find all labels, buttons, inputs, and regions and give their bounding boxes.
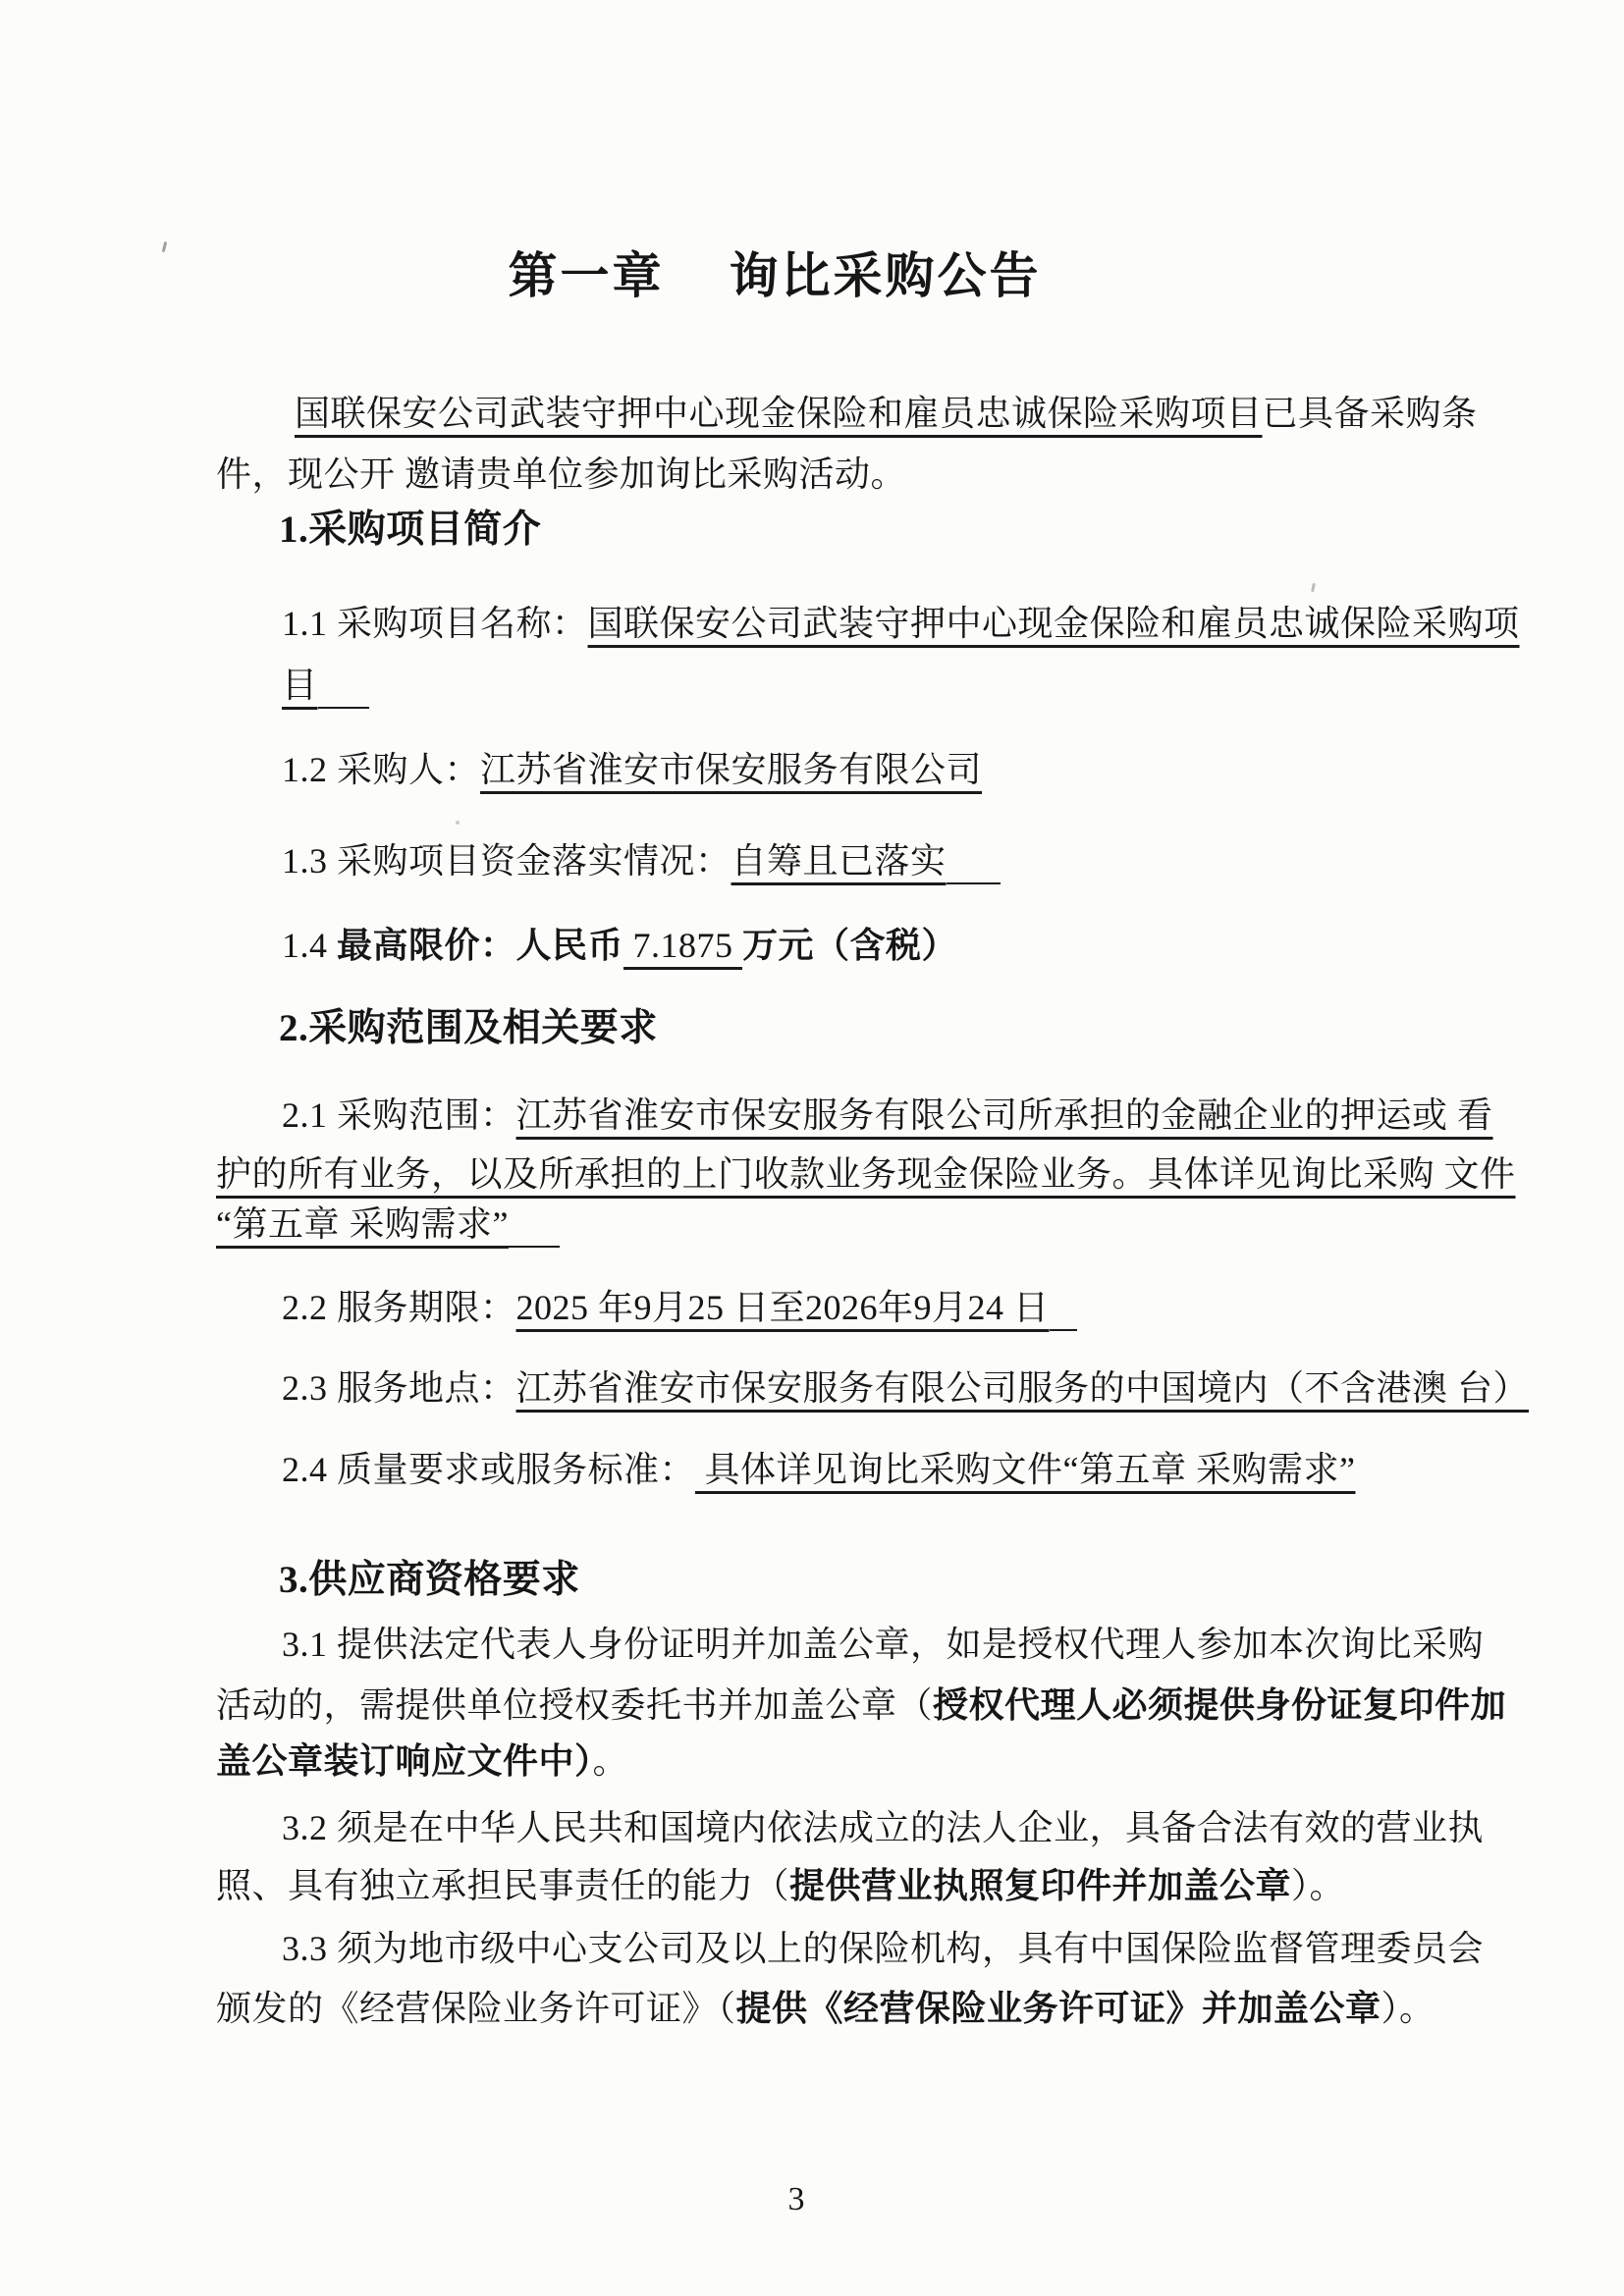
item-3-2-text: 照、具有独立承担民事责任的能力（ bbox=[216, 1866, 790, 1905]
item-1-4-value: 7.1875 bbox=[623, 926, 743, 965]
intro-line-1-rest: 已具备采购条 bbox=[1262, 394, 1478, 433]
item-1-1-label: 1.1 采购项目名称： bbox=[282, 604, 588, 643]
item-3-2-line-2 bbox=[216, 1860, 1345, 1911]
doc-title bbox=[0, 237, 1587, 307]
underline-extension bbox=[1050, 1329, 1077, 1331]
item-1-4 bbox=[282, 920, 957, 971]
item-1-1-value-wrap: 目 bbox=[282, 666, 318, 705]
item-1-1-line-2 bbox=[282, 660, 369, 711]
item-2-1-line-1 bbox=[282, 1090, 1493, 1141]
section-3-heading: 3.供应商资格要求 bbox=[279, 1559, 580, 1601]
item-2-4-value: 具体详见询比采购文件“第五章 采购需求” bbox=[695, 1450, 1356, 1489]
section-2-heading: 2.采购范围及相关要求 bbox=[279, 1007, 658, 1049]
item-2-4 bbox=[282, 1444, 1355, 1495]
underline-extension bbox=[318, 707, 369, 709]
item-1-1-value: 国联保安公司武装守押中心现金保险和雇员忠诚保险采购项 bbox=[587, 604, 1520, 643]
item-2-1-label: 2.1 采购范围： bbox=[282, 1095, 516, 1135]
item-3-2-line-1: 3.2 须是在中华人民共和国境内依法成立的法人企业，具备合法有效的营业执 bbox=[282, 1808, 1485, 1847]
item-3-3-line-2 bbox=[216, 1983, 1435, 2034]
intro-line-2: 件，现公开 邀请贵单位参加询比采购活动。 bbox=[216, 454, 907, 494]
item-1-3-label: 1.3 采购项目资金落实情况： bbox=[282, 841, 731, 881]
item-1-3 bbox=[282, 835, 1001, 886]
doc-title-chapter: 第一章 bbox=[508, 248, 665, 303]
item-2-1-line-3 bbox=[216, 1199, 560, 1250]
item-1-4-suffix: 万元（含税） bbox=[742, 926, 958, 965]
underline-extension bbox=[509, 1246, 560, 1248]
intro-line-1 bbox=[295, 388, 1478, 439]
item-3-2-end: ）。 bbox=[1291, 1866, 1346, 1905]
scan-speck bbox=[456, 821, 460, 825]
doc-title-text: 询比采购公告 bbox=[729, 248, 1042, 303]
item-1-2 bbox=[282, 744, 982, 795]
item-1-4-number: 1.4 bbox=[282, 926, 337, 965]
item-2-3 bbox=[282, 1362, 1529, 1414]
item-2-1-value-wrap: 护的所有业务，以及所承担的上门收款业务现金保险业务。具体详见询比采购 文件 bbox=[216, 1154, 1516, 1194]
item-3-1-line-1: 3.1 提供法定代表人身份证明并加盖公章，如是授权代理人参加本次询比采购 bbox=[282, 1625, 1485, 1664]
item-2-2-label: 2.2 服务期限： bbox=[282, 1288, 516, 1327]
item-2-2 bbox=[282, 1282, 1077, 1333]
intro-project-name: 国联保安公司武装守押中心现金保险和雇员忠诚保险采购项目 bbox=[295, 394, 1263, 433]
item-1-4-label: 最高限价：人民币 bbox=[337, 926, 624, 965]
item-2-1-line-2 bbox=[216, 1148, 1516, 1200]
item-3-1-line-2 bbox=[216, 1680, 1506, 1731]
item-3-3-text: 颁发的《经营保险业务许可证》（ bbox=[216, 1989, 736, 2028]
item-3-1-line-3 bbox=[216, 1735, 628, 1787]
page-number: 3 bbox=[787, 2181, 805, 2217]
item-1-3-value: 自筹且已落实 bbox=[731, 841, 947, 881]
item-3-1-bold-note-wrap: 盖公章装订响应文件中） bbox=[216, 1741, 593, 1781]
item-2-3-value: 江苏省淮安市保安服务有限公司服务的中国境内（不含港澳 台） bbox=[515, 1368, 1530, 1408]
scan-speck bbox=[1311, 583, 1316, 592]
item-1-1-line-1 bbox=[282, 598, 1520, 649]
item-3-1-bold-note: 授权代理人必须提供身份证复印件加 bbox=[933, 1685, 1507, 1725]
item-3-3-bold-note: 提供《经营保险业务许可证》并加盖公章 bbox=[735, 1989, 1381, 2028]
underline-extension bbox=[947, 882, 1001, 884]
item-1-2-label: 1.2 采购人： bbox=[282, 750, 481, 789]
section-1-heading: 1.采购项目简介 bbox=[279, 508, 542, 551]
item-2-1-value-wrap-2: “第五章 采购需求” bbox=[216, 1204, 509, 1244]
item-2-3-label: 2.3 服务地点： bbox=[282, 1368, 516, 1408]
item-2-1-value: 江苏省淮安市保安服务有限公司所承担的金融企业的押运或 看 bbox=[515, 1095, 1493, 1135]
item-3-3-end: ）。 bbox=[1380, 1989, 1435, 2028]
item-3-2-bold-note: 提供营业执照复印件并加盖公章 bbox=[789, 1866, 1292, 1905]
item-2-4-label: 2.4 质量要求或服务标准： bbox=[282, 1450, 696, 1489]
item-3-3-line-1: 3.3 须为地市级中心支公司及以上的保险机构，具有中国保险监督管理委员会 bbox=[282, 1929, 1485, 1968]
item-3-1-text: 活动的，需提供单位授权委托书并加盖公章（ bbox=[216, 1685, 934, 1725]
item-3-1-end: 。 bbox=[592, 1741, 629, 1781]
item-1-2-value: 江苏省淮安市保安服务有限公司 bbox=[480, 750, 983, 789]
item-2-2-value: 2025 年9月25 日至2026年9月24 日 bbox=[515, 1288, 1050, 1327]
